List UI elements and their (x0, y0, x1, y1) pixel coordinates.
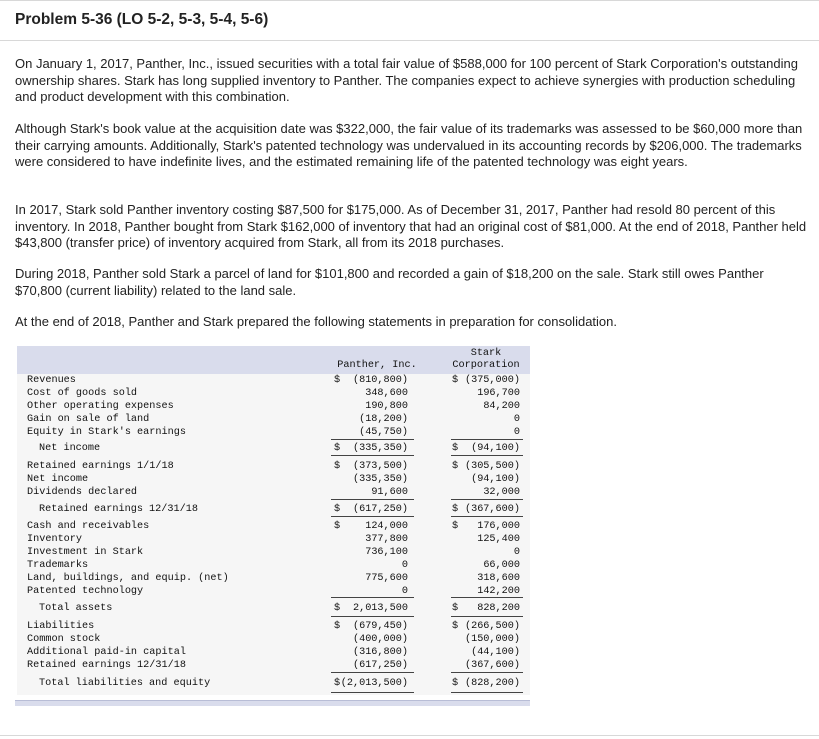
panther-value: 348,600 (365, 388, 408, 399)
panther-value: (617,250) (352, 660, 408, 671)
row-label: Investment in Stark (27, 547, 144, 558)
row-label: Retained earnings 12/31/18 (27, 660, 186, 671)
total-rule (331, 455, 414, 456)
panther-value: 736,100 (365, 547, 408, 558)
table-row (17, 374, 530, 387)
table-row (17, 460, 530, 473)
top-divider (0, 0, 819, 1)
row-label: Net income (27, 474, 89, 485)
panther-value: 2,013,500 (352, 603, 408, 614)
panther-value: (679,450) (352, 621, 408, 632)
row-label: Cost of goods sold (27, 388, 138, 399)
table-bottom-bar (15, 700, 530, 706)
bottom-divider (0, 735, 819, 736)
row-label: Total assets (39, 603, 113, 614)
total-rule (451, 455, 523, 456)
stark-value: 176,000 (477, 521, 520, 532)
stark-value: 32,000 (483, 487, 520, 498)
panther-dollar-sign: $ (334, 375, 341, 386)
stark-value: 84,200 (483, 401, 520, 412)
problem-title: Problem 5-36 (LO 5-2, 5-3, 5-4, 5-6) (15, 11, 269, 28)
panther-value: 124,000 (365, 521, 408, 532)
panther-value: (335,350) (352, 474, 408, 485)
stark-value: 318,600 (477, 573, 520, 584)
table-row (17, 572, 530, 585)
panther-value: 91,600 (371, 487, 408, 498)
row-label: Equity in Stark's earnings (27, 427, 186, 438)
panther-value: (2,013,500) (340, 678, 408, 689)
row-label: Dividends declared (27, 487, 138, 498)
table-row (17, 473, 530, 486)
paragraph-inventory: In 2017, Stark sold Panther inventory costing $87,500 for $175,000. As of December 31, 2017, Panther had resold 80 percent of this inventory. In 2018, Panther bought from Stark $162,000 of inventory that had an original cost of $81,000. At the end of 2018, Panther held $43,800 (transfer price) of inventory acquired from Stark, all from its 2018 purchases. (15, 202, 807, 250)
total-rule (451, 516, 523, 517)
table-row (17, 533, 530, 546)
table-row (17, 677, 530, 690)
table-row (17, 442, 530, 455)
stark-value: 142,200 (477, 586, 520, 597)
row-label: Land, buildings, and equip. (net) (27, 573, 229, 584)
row-label: Net income (39, 443, 101, 454)
row-label: Trademarks (27, 560, 89, 571)
panther-value: 377,800 (365, 534, 408, 545)
panther-value: (617,250) (352, 504, 408, 515)
row-label: Revenues (27, 375, 76, 386)
stark-dollar-sign: $ (452, 504, 459, 515)
paragraph-statements-intro: At the end of 2018, Panther and Stark prepared the following statements in preparation for consolidation. (15, 314, 617, 329)
total-rule (331, 516, 414, 517)
panther-dollar-sign: $ (334, 621, 341, 632)
panther-dollar-sign: $ (334, 504, 341, 515)
financial-statements-table (17, 346, 530, 695)
stark-value: (828,200) (464, 678, 520, 689)
row-label: Retained earnings 12/31/18 (39, 504, 198, 515)
table-row (17, 520, 530, 533)
panther-value: 775,600 (365, 573, 408, 584)
row-label: Common stock (27, 634, 101, 645)
table-row (17, 413, 530, 426)
stark-dollar-sign: $ (452, 678, 459, 689)
stark-value: 0 (513, 427, 520, 438)
panther-value: 0 (401, 560, 408, 571)
stark-dollar-sign: $ (452, 603, 459, 614)
stark-value: (367,600) (464, 660, 520, 671)
stark-value: (94,100) (471, 443, 520, 454)
total-rule (451, 597, 523, 598)
table-row (17, 659, 530, 672)
stark-dollar-sign: $ (452, 621, 459, 632)
row-label: Gain on sale of land (27, 414, 150, 425)
stark-value: (375,000) (464, 375, 520, 386)
table-row (17, 646, 530, 659)
row-label: Liabilities (27, 621, 95, 632)
panther-value: (316,800) (352, 647, 408, 658)
table-row (17, 486, 530, 499)
panther-value: 0 (401, 586, 408, 597)
total-rule (331, 692, 414, 693)
stark-column-header-line1: Stark (470, 348, 502, 359)
total-rule (451, 616, 523, 617)
stark-dollar-sign: $ (452, 461, 459, 472)
stark-value: (367,600) (464, 504, 520, 515)
panther-dollar-sign: $ (334, 521, 341, 532)
row-label: Retained earnings 1/1/18 (27, 461, 174, 472)
row-label: Additional paid-in capital (27, 647, 186, 658)
panther-column-header: Panther, Inc. (337, 360, 417, 371)
panther-value: 190,800 (365, 401, 408, 412)
total-rule (451, 692, 523, 693)
row-label: Total liabilities and equity (39, 678, 211, 689)
paragraph-valuation: Although Stark's book value at the acquisition date was $322,000, the fair value of its trademarks was assessed to be $60,000 more than their carrying amounts. Additionally, Stark's patented technology was undervalued in its accounting records by $206,000. The trademarks were considered to have indefinite lives, and the estimated remaining life of the patented technology was eight years. (15, 121, 803, 169)
stark-column-header-line2: Corporation (452, 360, 520, 371)
table-row (17, 559, 530, 572)
paragraph-acquisition: On January 1, 2017, Panther, Inc., issued securities with a total fair value of $588,000 for 100 percent of Stark Corporation's outstanding ownership shares. Stark has long supplied inventory to Panther. The companies expect to achieve synergies with production scheduling and product development with this combination. (15, 56, 798, 104)
panther-value: (373,500) (352, 461, 408, 472)
table-row (17, 400, 530, 413)
stark-value: 0 (513, 414, 520, 425)
stark-value: 828,200 (477, 603, 520, 614)
stark-dollar-sign: $ (452, 443, 459, 454)
panther-value: (335,350) (352, 443, 408, 454)
stark-value: (150,000) (464, 634, 520, 645)
panther-dollar-sign: $ (334, 461, 341, 472)
table-row (17, 503, 530, 516)
table-row (17, 620, 530, 633)
stark-value: 125,400 (477, 534, 520, 545)
total-rule (331, 672, 414, 673)
paragraph-land-sale: During 2018, Panther sold Stark a parcel of land for $101,800 and recorded a gain of $18,200 on the sale. Stark still owes Panther $70,800 (current liability) related to the land sale. (15, 266, 764, 298)
row-label: Inventory (27, 534, 83, 545)
table-row (17, 633, 530, 646)
row-label: Cash and receivables (27, 521, 150, 532)
panther-dollar-sign: $ (334, 443, 341, 454)
table-row (17, 387, 530, 400)
row-label: Patented technology (27, 586, 144, 597)
panther-value: (18,200) (359, 414, 408, 425)
table-row (17, 602, 530, 615)
panther-value: (45,750) (359, 427, 408, 438)
panther-dollar-sign: $ (334, 678, 341, 689)
stark-value: 66,000 (483, 560, 520, 571)
stark-value: (44,100) (471, 647, 520, 658)
stark-value: 0 (513, 547, 520, 558)
stark-value: 196,700 (477, 388, 520, 399)
stark-value: (305,500) (464, 461, 520, 472)
total-rule (331, 616, 414, 617)
total-rule (331, 439, 414, 440)
total-rule (451, 439, 523, 440)
total-rule (451, 499, 523, 500)
panther-dollar-sign: $ (334, 603, 341, 614)
panther-value: (810,800) (352, 375, 408, 386)
total-rule (331, 499, 414, 500)
panther-value: (400,000) (352, 634, 408, 645)
title-divider (0, 40, 819, 41)
total-rule (451, 672, 523, 673)
total-rule (331, 597, 414, 598)
stark-dollar-sign: $ (452, 375, 459, 386)
table-row (17, 426, 530, 439)
stark-value: (266,500) (464, 621, 520, 632)
stark-value: (94,100) (471, 474, 520, 485)
stark-dollar-sign: $ (452, 521, 459, 532)
row-label: Other operating expenses (27, 401, 174, 412)
table-row (17, 546, 530, 559)
